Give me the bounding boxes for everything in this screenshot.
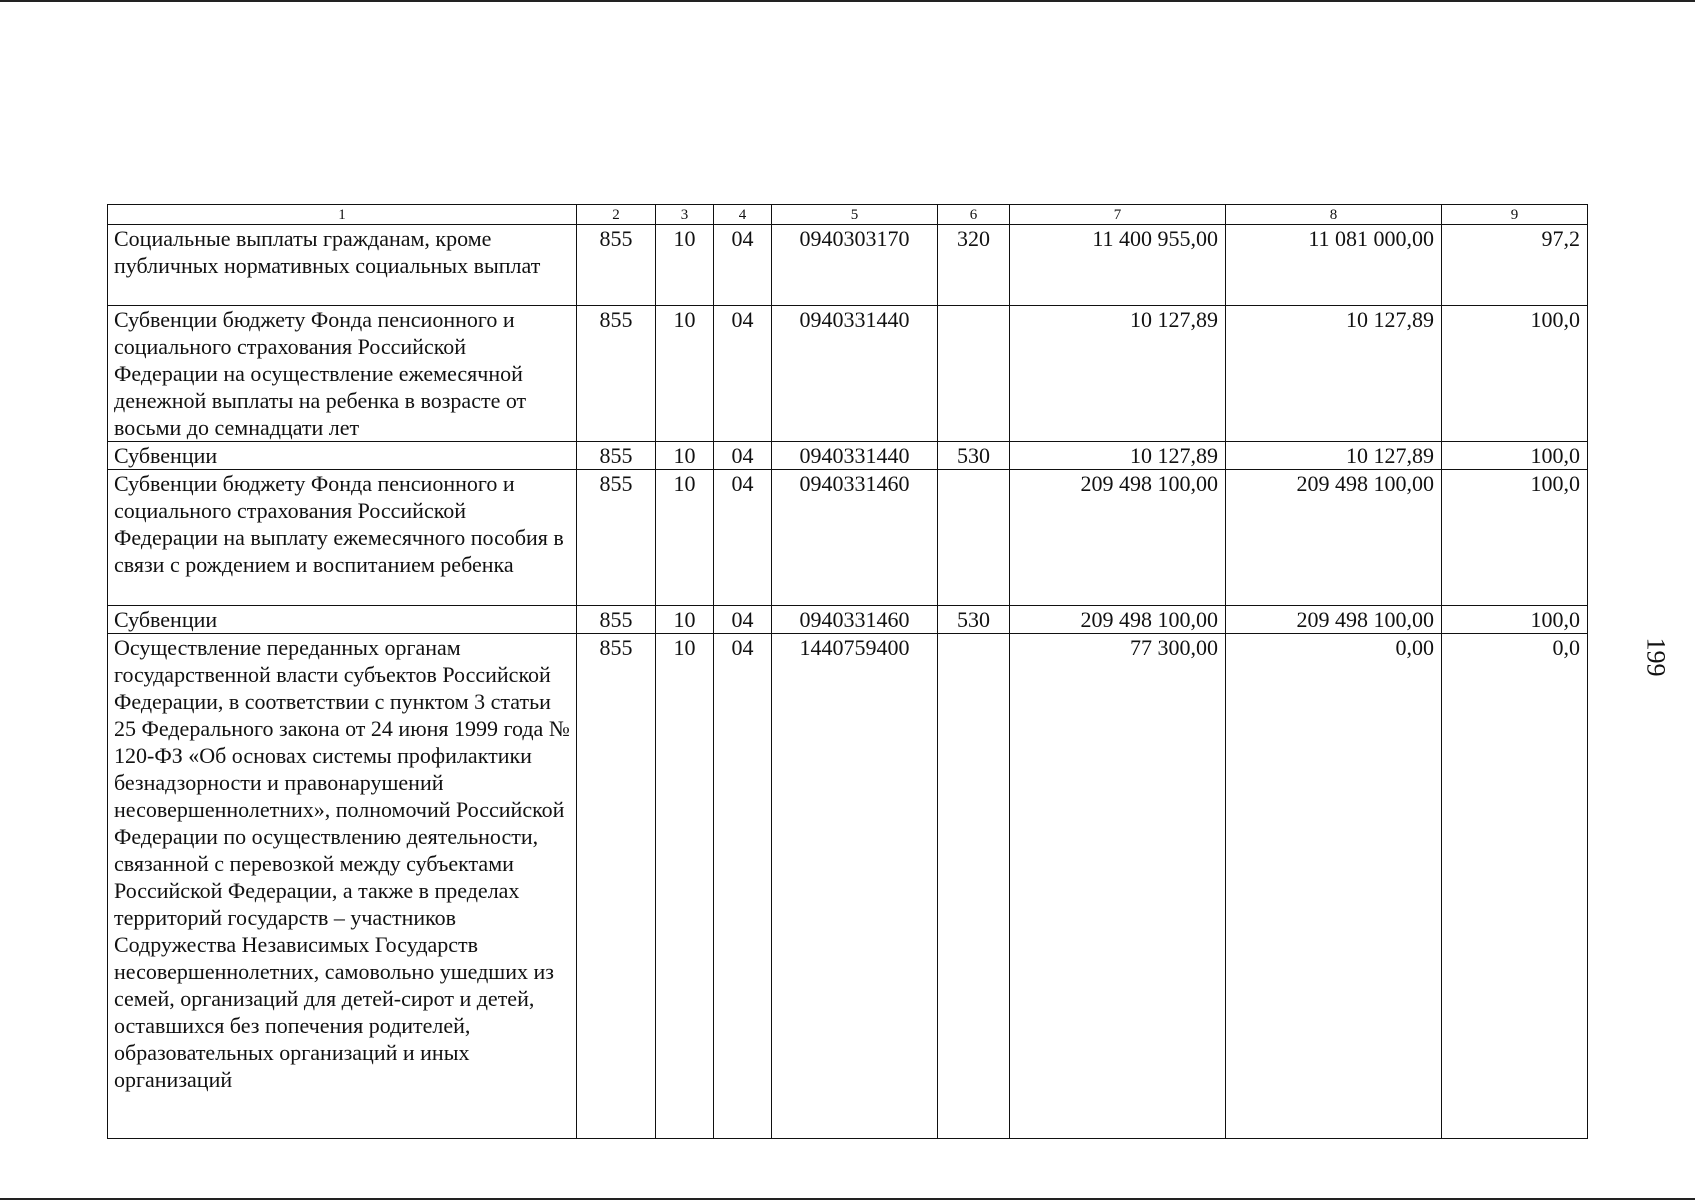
col3-cell: 10 [656, 634, 714, 1139]
row-name-cell: Социальные выплаты гражданам, кроме публичных нормативных социальных выплат [108, 225, 577, 306]
header-cell: 6 [938, 205, 1010, 225]
col2-cell: 855 [577, 470, 656, 606]
col2-cell: 855 [577, 634, 656, 1139]
col6-cell: 320 [938, 225, 1010, 306]
col3-cell: 10 [656, 442, 714, 470]
col5-cell: 0940331440 [772, 442, 938, 470]
header-cell: 5 [772, 205, 938, 225]
col6-cell: 530 [938, 442, 1010, 470]
page-number: 199 [1641, 637, 1671, 677]
col6-cell [938, 470, 1010, 606]
col8-cell: 209 498 100,00 [1226, 606, 1442, 634]
row-name-cell: Субвенции [108, 442, 577, 470]
table-row [108, 634, 1588, 1139]
col5-cell: 0940331460 [772, 470, 938, 606]
col4-cell: 04 [714, 442, 772, 470]
header-cell: 8 [1226, 205, 1442, 225]
header-cell: 4 [714, 205, 772, 225]
header-cell: 9 [1442, 205, 1588, 225]
header-cell: 2 [577, 205, 656, 225]
col4-cell: 04 [714, 634, 772, 1139]
col4-cell: 04 [714, 606, 772, 634]
col7-cell: 10 127,89 [1010, 306, 1226, 442]
table-row [108, 606, 1588, 634]
col7-cell: 10 127,89 [1010, 442, 1226, 470]
col3-cell: 10 [656, 470, 714, 606]
row-name-cell: Субвенции бюджету Фонда пенсионного и социального страхования Российской Федерации на осуществление ежемесячной денежной выплаты на ребенка в возрасте от восьми до семнадцати лет [108, 306, 577, 442]
col5-cell: 0940331440 [772, 306, 938, 442]
col8-cell: 0,00 [1226, 634, 1442, 1139]
header-cell: 1 [108, 205, 577, 225]
col5-cell: 1440759400 [772, 634, 938, 1139]
col9-cell: 100,0 [1442, 306, 1588, 442]
col5-cell: 0940303170 [772, 225, 938, 306]
col9-cell: 0,0 [1442, 634, 1588, 1139]
header-cell: 3 [656, 205, 714, 225]
col3-cell: 10 [656, 606, 714, 634]
col6-cell [938, 306, 1010, 442]
col6-cell: 530 [938, 606, 1010, 634]
col2-cell: 855 [577, 225, 656, 306]
col9-cell: 100,0 [1442, 442, 1588, 470]
col4-cell: 04 [714, 470, 772, 606]
col6-cell [938, 634, 1010, 1139]
col8-cell: 10 127,89 [1226, 306, 1442, 442]
table-row [108, 442, 1588, 470]
col7-cell: 209 498 100,00 [1010, 470, 1226, 606]
col8-cell: 10 127,89 [1226, 442, 1442, 470]
col4-cell: 04 [714, 225, 772, 306]
row-name-cell: Субвенции [108, 606, 577, 634]
table-row [108, 225, 1588, 306]
table-row [108, 470, 1588, 606]
col7-cell: 77 300,00 [1010, 634, 1226, 1139]
budget-table [107, 204, 1588, 1139]
table-row [108, 306, 1588, 442]
col9-cell: 100,0 [1442, 470, 1588, 606]
col2-cell: 855 [577, 306, 656, 442]
col4-cell: 04 [714, 306, 772, 442]
col9-cell: 100,0 [1442, 606, 1588, 634]
header-cell: 7 [1010, 205, 1226, 225]
col7-cell: 209 498 100,00 [1010, 606, 1226, 634]
col2-cell: 855 [577, 442, 656, 470]
col8-cell: 11 081 000,00 [1226, 225, 1442, 306]
col2-cell: 855 [577, 606, 656, 634]
col5-cell: 0940331460 [772, 606, 938, 634]
col8-cell: 209 498 100,00 [1226, 470, 1442, 606]
col3-cell: 10 [656, 306, 714, 442]
col7-cell: 11 400 955,00 [1010, 225, 1226, 306]
row-name-cell: Осуществление переданных органам государственной власти субъектов Российской Федерации, в соответствии с пунктом 3 статьи 25 Федерального закона от 24 июня 1999 года № 120-ФЗ «Об основах системы профилактики безнадзорности и правонарушений несовершеннолетних», полномочий Российской Федерации по осуществлению деятельности, связанной с перевозкой между субъектами Российской Федерации, а также в пределах территорий государств – участников Содружества Независимых Государств несовершеннолетних, самовольно ушедших из семей, организаций для детей-сирот и детей, оставшихся без попечения родителей, образовательных организаций и иных организаций [108, 634, 577, 1139]
col3-cell: 10 [656, 225, 714, 306]
col9-cell: 97,2 [1442, 225, 1588, 306]
row-name-cell: Субвенции бюджету Фонда пенсионного и социального страхования Российской Федерации на выплату ежемесячного пособия в связи с рождением и воспитанием ребенка [108, 470, 577, 606]
header-row [108, 205, 1588, 225]
